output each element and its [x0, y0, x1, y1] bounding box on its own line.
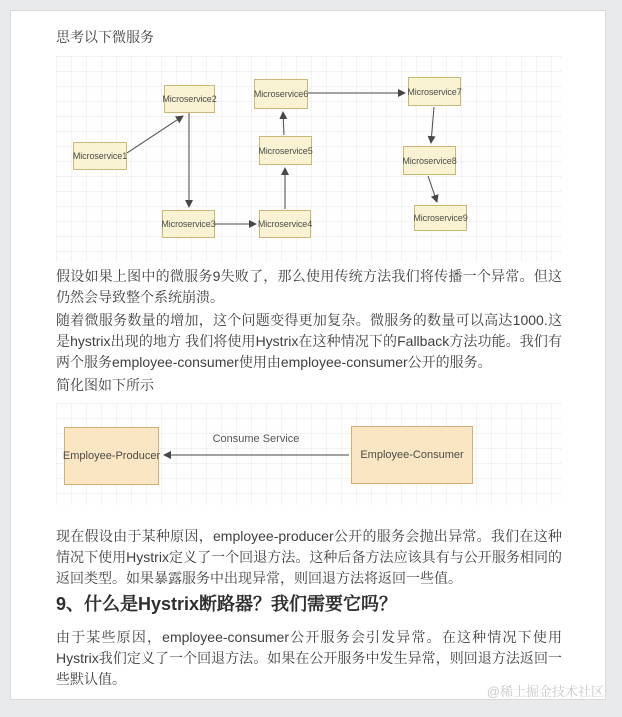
intro-text: 思考以下微服务: [56, 29, 154, 45]
node-microservice4: Microservice4: [259, 210, 311, 238]
node-microservice3: Microservice3: [162, 210, 215, 238]
microservices-diagram-image[interactable]: [56, 56, 562, 262]
article-content: [10, 10, 606, 700]
juejin-watermark: @稀土掘金技术社区: [486, 684, 604, 699]
node-employee-consumer: Employee-Consumer: [351, 426, 473, 484]
node-microservice7: Microservice7: [408, 77, 461, 106]
section-heading-hystrix-circuit-breaker: 9、什么是Hystrix断路器？我们需要它吗？: [56, 594, 398, 614]
node-employee-producer: Employee-Producer: [64, 427, 159, 485]
node-microservice2: Microservice2: [164, 85, 215, 113]
node-microservice8: Microservice8: [403, 146, 456, 175]
consume-service-arrow-label: Consume Service: [212, 433, 300, 445]
simplified-diagram-caption: 简化图如下所示: [56, 377, 154, 393]
paragraph-consumer-fallback: 由于某些原因，employee-consumer公开服务会引发异常。在这种情况下使用Hystrix我们定义了一个回退方法。如果在公开服务中发生异常，则回退方法返回一些默认值。: [56, 629, 562, 687]
node-microservice6: Microservice6: [254, 79, 308, 109]
node-microservice1: Microservice1: [73, 142, 127, 170]
node-microservice5: Microservice5: [259, 136, 312, 165]
paragraph-hystrix-fallback-intro: 随着微服务数量的增加，这个问题变得更加复杂。微服务的数量可以高达1000.这是hystrix出现的地方 我们将使用Hystrix在这种情况下的Fallback方法功能。我们有两个服务employee-consumer使用由employee-consumer公开的服务。: [56, 312, 562, 370]
employee-services-diagram-image[interactable]: [56, 403, 562, 505]
paragraph-failure-propagation: 假设如果上图中的微服务9失败了，那么使用传统方法我们将传播一个异常。但这仍然会导致整个系统崩溃。: [56, 268, 562, 305]
paragraph-producer-fallback: 现在假设由于某种原因，employee-producer公开的服务会抛出异常。我们在这种情况下使用Hystrix定义了一个回退方法。这种后备方法应该具有与公开服务相同的返回类型。如果暴露服务中出现异常，则回退方法将返回一些值。: [56, 528, 562, 586]
node-microservice9: Microservice9: [414, 205, 467, 231]
